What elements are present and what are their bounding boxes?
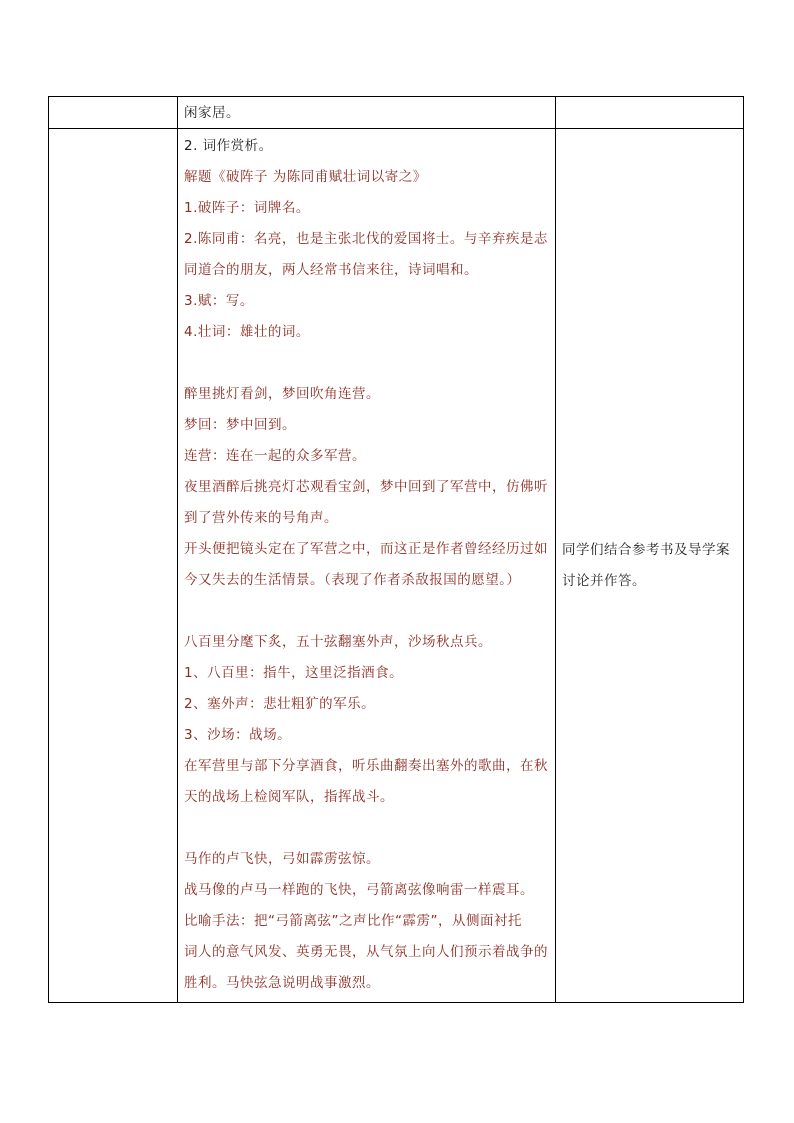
text-line: 醉里挑灯看剑，梦回吹角连营。 [184, 386, 380, 402]
text-line: 1、八百里：指牛，这里泛指酒食。 [184, 665, 404, 681]
text-line: 词人的意气风发、英勇无畏，从气氛上向人们预示着战争的 [184, 944, 548, 960]
text-line: 今又失去的生活情景。（表现了作者杀敌报国的愿望。） [184, 572, 521, 588]
text-line: 到了营外传来的号角声。 [184, 510, 338, 526]
text-line: 胜利。马快弦急说明战事激烈。 [184, 975, 380, 991]
text-line: 夜里酒醉后挑亮灯芯观看宝剑，梦中回到了军营中，仿佛听 [184, 479, 548, 495]
text-line: 讨论并作答。 [562, 572, 646, 589]
table-cell-activity [556, 129, 744, 1003]
text-line: 天的战场上检阅军队，指挥战斗。 [184, 789, 394, 805]
table-cell-content [178, 97, 556, 129]
text-line: 开头便把镜头定在了军营之中，而这正是作者曾经经历过如 [184, 541, 548, 557]
lesson-plan-table [48, 96, 744, 1003]
text-line: 解题《破阵子 为陈同甫赋壮词以寄之》 [184, 169, 427, 185]
activity-text-block [556, 535, 743, 597]
text-line: 比喻手法：把“弓箭离弦”之声比作“霹雳”，从侧面衬托 [184, 913, 522, 929]
text-line: 1.破阵子：词牌名。 [184, 200, 310, 216]
table-cell-empty [556, 97, 744, 129]
text-line: 2. 词作赏析。 [184, 138, 273, 154]
table-cell-empty [49, 97, 178, 129]
blank-line [184, 348, 550, 379]
blank-line [184, 596, 550, 627]
analysis-text-block [178, 129, 555, 999]
text-line: 2、塞外声：悲壮粗犷的军乐。 [184, 696, 376, 712]
text-line: 3、沙场：战场。 [184, 727, 292, 743]
text-line: 在军营里与部下分享酒食，听乐曲翻奏出塞外的歌曲，在秋 [184, 758, 548, 774]
table-row [49, 129, 744, 1003]
table-cell-empty [49, 129, 178, 1003]
text-line: 3.赋：写。 [184, 293, 254, 309]
text-line: 战马像的卢马一样跑的飞快，弓箭离弦像响雷一样震耳。 [184, 882, 534, 898]
blank-line [184, 813, 550, 844]
text-line: 2.陈同甫：名亮，也是主张北伐的爱国将士。与辛弃疾是志 [184, 231, 548, 247]
text-line: 连营：连在一起的众多军营。 [184, 448, 366, 464]
text-line: 八百里分麾下炙，五十弦翻塞外声，沙场秋点兵。 [184, 634, 492, 650]
table-cell-analysis [178, 129, 556, 1003]
text-line: 梦回：梦中回到。 [184, 417, 296, 433]
text-line: 4.壮词：雄壮的词。 [184, 324, 310, 340]
text-line: 同学们结合参考书及导学案 [562, 541, 730, 558]
text-line: 马作的卢飞快，弓如霹雳弦惊。 [184, 851, 380, 867]
table-row [49, 97, 744, 129]
text-line: 同道合的朋友，两人经常书信来往，诗词唱和。 [184, 262, 478, 278]
text-line: 闲家居。 [184, 105, 240, 121]
